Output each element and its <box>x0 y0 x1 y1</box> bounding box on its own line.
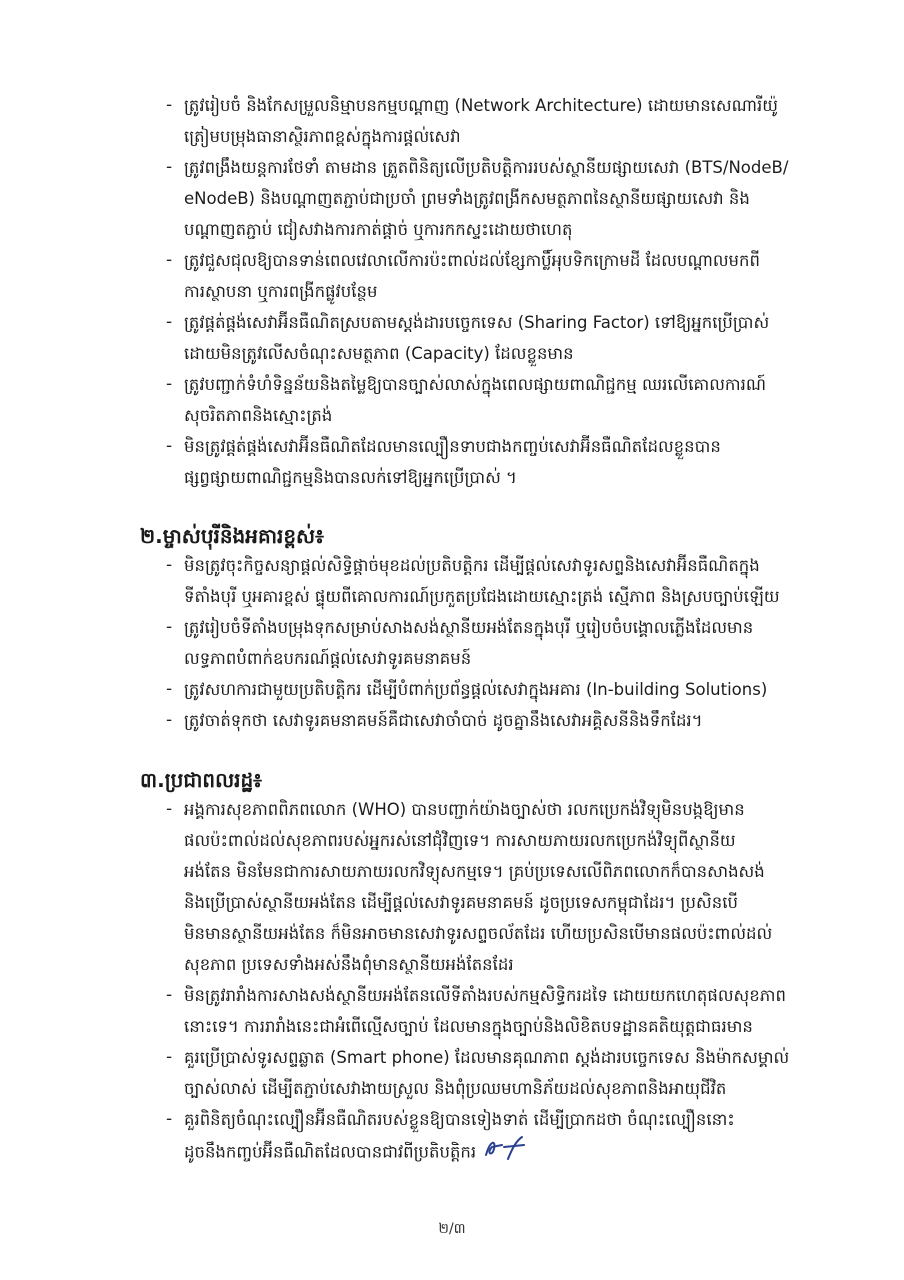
bullet-dash: - <box>166 555 173 575</box>
section-borey-owners <box>140 522 840 736</box>
text-line: eNodeB) និងបណ្ដាញតភ្ជាប់ជាប្រចាំ ព្រមទាំងត្រូវពង្រីកសមត្ថភាពនៃស្ថានីយផ្សាយសេវា និង <box>184 189 750 208</box>
bullet-dash: - <box>166 985 173 1005</box>
page-number: ២/៣ <box>438 1221 466 1237</box>
text-line: នោះទេ។ ការរារាំងនេះជាអំពើល្មើសច្បាប់ ដែលមានក្នុងច្បាប់និងលិខិតបទដ្ឋានគតិយុត្តជាធរមាន <box>184 1017 753 1036</box>
text-line: និងប្រើប្រាស់ស្ថានីយអង់តែន ដើម្បីផ្ដល់សេវាទូរគមនាគមន៍ ដូចប្រទេសកម្ពុជាដែរ។ ប្រសិនបើ <box>184 893 738 912</box>
text-line: ត្រូវរៀបចំទីតាំងបម្រុងទុកសម្រាប់សាងសង់ស្ថានីយអង់តែនក្នុងបុរី ឬរៀបចំបង្គោលភ្លើងដែលមាន <box>184 618 754 637</box>
text-line: ច្បាស់លាស់ ដើម្បីតភ្ជាប់សេវាងាយស្រួល និងពុំប្រឈមហានិភ័យដល់សុខភាពនិងអាយុជីវិត <box>184 1079 727 1098</box>
list-item <box>140 152 840 245</box>
initials-signature-icon <box>482 1135 526 1171</box>
list-item <box>140 612 840 674</box>
text-line: ត្រូវសហការជាមួយប្រតិបត្តិករ ដើម្បីបំពាក់ប្រព័ន្ធផ្ដល់សេវាក្នុងអគារ (In-building Solutions) <box>184 680 768 699</box>
text-line <box>184 1135 840 1171</box>
last-line-text: ដូចនឹងកញ្ចប់អ៊ីនធឺណិតដែលបានជាវពីប្រតិបត្តិករ <box>184 1142 477 1162</box>
list-item <box>140 245 840 307</box>
text-line: ទីតាំងបុរី ឬអគារខ្ពស់ ផ្ទុយពីគោលការណ៍ប្រកួតប្រជែងដោយស្មោះត្រង់ ស្មើភាព និងស្របច្បាប់ឡើយ <box>184 587 780 606</box>
bullet-dash: - <box>166 1047 173 1067</box>
text-line: ត្រូវចាត់ទុកថា សេវាទូរគមនាគមន៍គឺជាសេវាចាំបាច់ ដូចគ្នានឹងសេវាអគ្គិសនីនិងទឹកដែរ។ <box>184 711 703 730</box>
list-item <box>140 705 840 736</box>
text-line: បណ្ដាញតភ្ជាប់ ជៀសវាងការកាត់ផ្ដាច់ ឬការកកស្ទះដោយថាហេតុ <box>184 220 573 239</box>
text-line: មិនត្រូវផ្ដត់ផ្ដង់សេវាអ៊ីនធឺណិតដែលមានល្បឿនទាបជាងកញ្ចប់សេវាអ៊ីនធឺណិតដែលខ្លួនបាន <box>184 437 721 456</box>
text-line: ត្រៀមបម្រុងធានាស្ថិរភាពខ្ពស់ក្នុងការផ្ដល់សេវា <box>184 127 461 146</box>
section-network-requirements <box>140 90 840 493</box>
text-line: ត្រូវពង្រឹងយន្តការថែទាំ តាមដាន ត្រួតពិនិត្យលើប្រតិបត្តិការរបស់ស្ថានីយផ្សាយសេវា (BTS/NodeB/ <box>184 158 789 177</box>
section-heading: ៣.ប្រជាពលរដ្ឋ៖ <box>140 768 262 792</box>
text-line: មិនត្រូវចុះកិច្ចសន្យាផ្ដល់សិទ្ធិផ្ដាច់មុខដល់ប្រតិបត្តិករ ដើម្បីផ្ដល់សេវាទូរសព្ទនិងសេវាអ៊ីនធឺណិតក្នុង <box>184 556 760 575</box>
text-line: អង់តែន មិនមែនជាការសាយភាយរលកវិទ្យុសកម្មទេ។ គ្រប់ប្រទេសលើពិភពលោកក៏បានសាងសង់ <box>184 862 765 881</box>
bullet-dash: - <box>166 710 173 730</box>
text-line: ត្រូវរៀបចំ និងកែសម្រួលនិម្មាបនកម្មបណ្ដាញ (Network Architecture) ដោយមានសេណារីយ៉ូ <box>184 96 778 115</box>
text-line: មិនត្រូវរារាំងការសាងសង់ស្ថានីយអង់តែនលើទីតាំងរបស់កម្មសិទ្ធិករដទៃ ដោយយកហេតុផលសុខភាព <box>184 986 786 1005</box>
bullet-dash: - <box>166 95 173 115</box>
bullet-dash: - <box>166 312 173 332</box>
list-item <box>140 980 840 1042</box>
text-line: ផ្សព្វផ្សាយពាណិជ្ជកម្មនិងបានលក់ទៅឱ្យអ្នកប្រើប្រាស់ ។ <box>184 468 517 487</box>
text-line: ត្រូវជួសជុលឱ្យបានទាន់ពេលវេលាលើការប៉ះពាល់ដល់ខ្សែកាប្លិ៍អុបទិកក្រោមដី ដែលបណ្ដាលមកពី <box>184 251 760 270</box>
list-item <box>140 90 840 152</box>
section-heading: ២.ម្ចាស់បុរីនិងអគារខ្ពស់៖ <box>140 524 324 548</box>
text-line: សុខភាព ប្រទេសទាំងអស់នឹងពុំមានស្ថានីយអង់តែនដែរ <box>184 955 514 974</box>
bullet-dash: - <box>166 157 173 177</box>
text-line: ការស្ថាបនា ឬការពង្រីកផ្លូវបន្ថែម <box>184 282 378 301</box>
bullet-dash: - <box>166 374 173 394</box>
list-item <box>140 1104 840 1171</box>
bullet-dash: - <box>166 436 173 456</box>
list-item <box>140 550 840 612</box>
list-item <box>140 1042 840 1104</box>
text-line: ត្រូវផ្ដត់ផ្ដង់សេវាអ៊ីនធឺណិតស្របតាមស្តង់ដារបច្ចេកទេស (Sharing Factor) ទៅឱ្យអ្នកប្រើប្រាស់ <box>184 313 770 332</box>
section-citizens <box>140 766 840 1171</box>
list-item <box>140 307 840 369</box>
list-item <box>140 794 840 980</box>
text-line: ផលប៉ះពាល់ដល់សុខភាពរបស់អ្នករស់នៅជុំវិញទេ។ ការសាយភាយរលកប្រេកង់វិទ្យុពីស្ថានីយ <box>184 831 736 850</box>
text-line: គួរពិនិត្យចំណុះល្បឿនអ៊ីនធឺណិតរបស់ខ្លួនឱ្យបានទៀងទាត់ ដើម្បីប្រាកដថា ចំណុះល្បឿននោះ <box>184 1110 735 1129</box>
list-item <box>140 674 840 705</box>
text-line: លទ្ធភាពបំពាក់ឧបករណ៍ផ្ដល់សេវាទូរគមនាគមន៍ <box>184 649 472 668</box>
text-line: អង្គការសុខភាពពិភពលោក (WHO) បានបញ្ជាក់យ៉ាងច្បាស់ថា រលកប្រេកង់វិទ្យុមិនបង្កឱ្យមាន <box>184 800 745 819</box>
list-item <box>140 369 840 431</box>
bullet-dash: - <box>166 799 173 819</box>
bullet-dash: - <box>166 1109 173 1129</box>
text-line: ដោយមិនត្រូវលើសចំណុះសមត្ថភាព (Capacity) ដែលខ្លួនមាន <box>184 344 574 363</box>
text-line: មិនមានស្ថានីយអង់តែន ក៏មិនអាចមានសេវាទូរសព្ទចល័តដែរ ហើយប្រសិនបើមានផលប៉ះពាល់ដល់ <box>184 924 773 943</box>
bullet-dash: - <box>166 617 173 637</box>
text-line: ត្រូវបញ្ជាក់ទំហំទិន្នន័យនិងតម្លៃឱ្យបានច្បាស់លាស់ក្នុងពេលផ្សាយពាណិជ្ជកម្ម ឈរលើគោលការណ៍ <box>184 375 767 394</box>
bullet-dash: - <box>166 679 173 699</box>
list-item <box>140 431 840 493</box>
text-line: គួរប្រើប្រាស់ទូរសព្ទឆ្លាត (Smart phone) ដែលមានគុណភាព ស្តង់ដារបច្ចេកទេស និងម៉ាកសម្គាល់ <box>184 1048 790 1067</box>
bullet-dash: - <box>166 250 173 270</box>
text-line: សុចរិតភាពនិងស្មោះត្រង់ <box>184 406 333 425</box>
